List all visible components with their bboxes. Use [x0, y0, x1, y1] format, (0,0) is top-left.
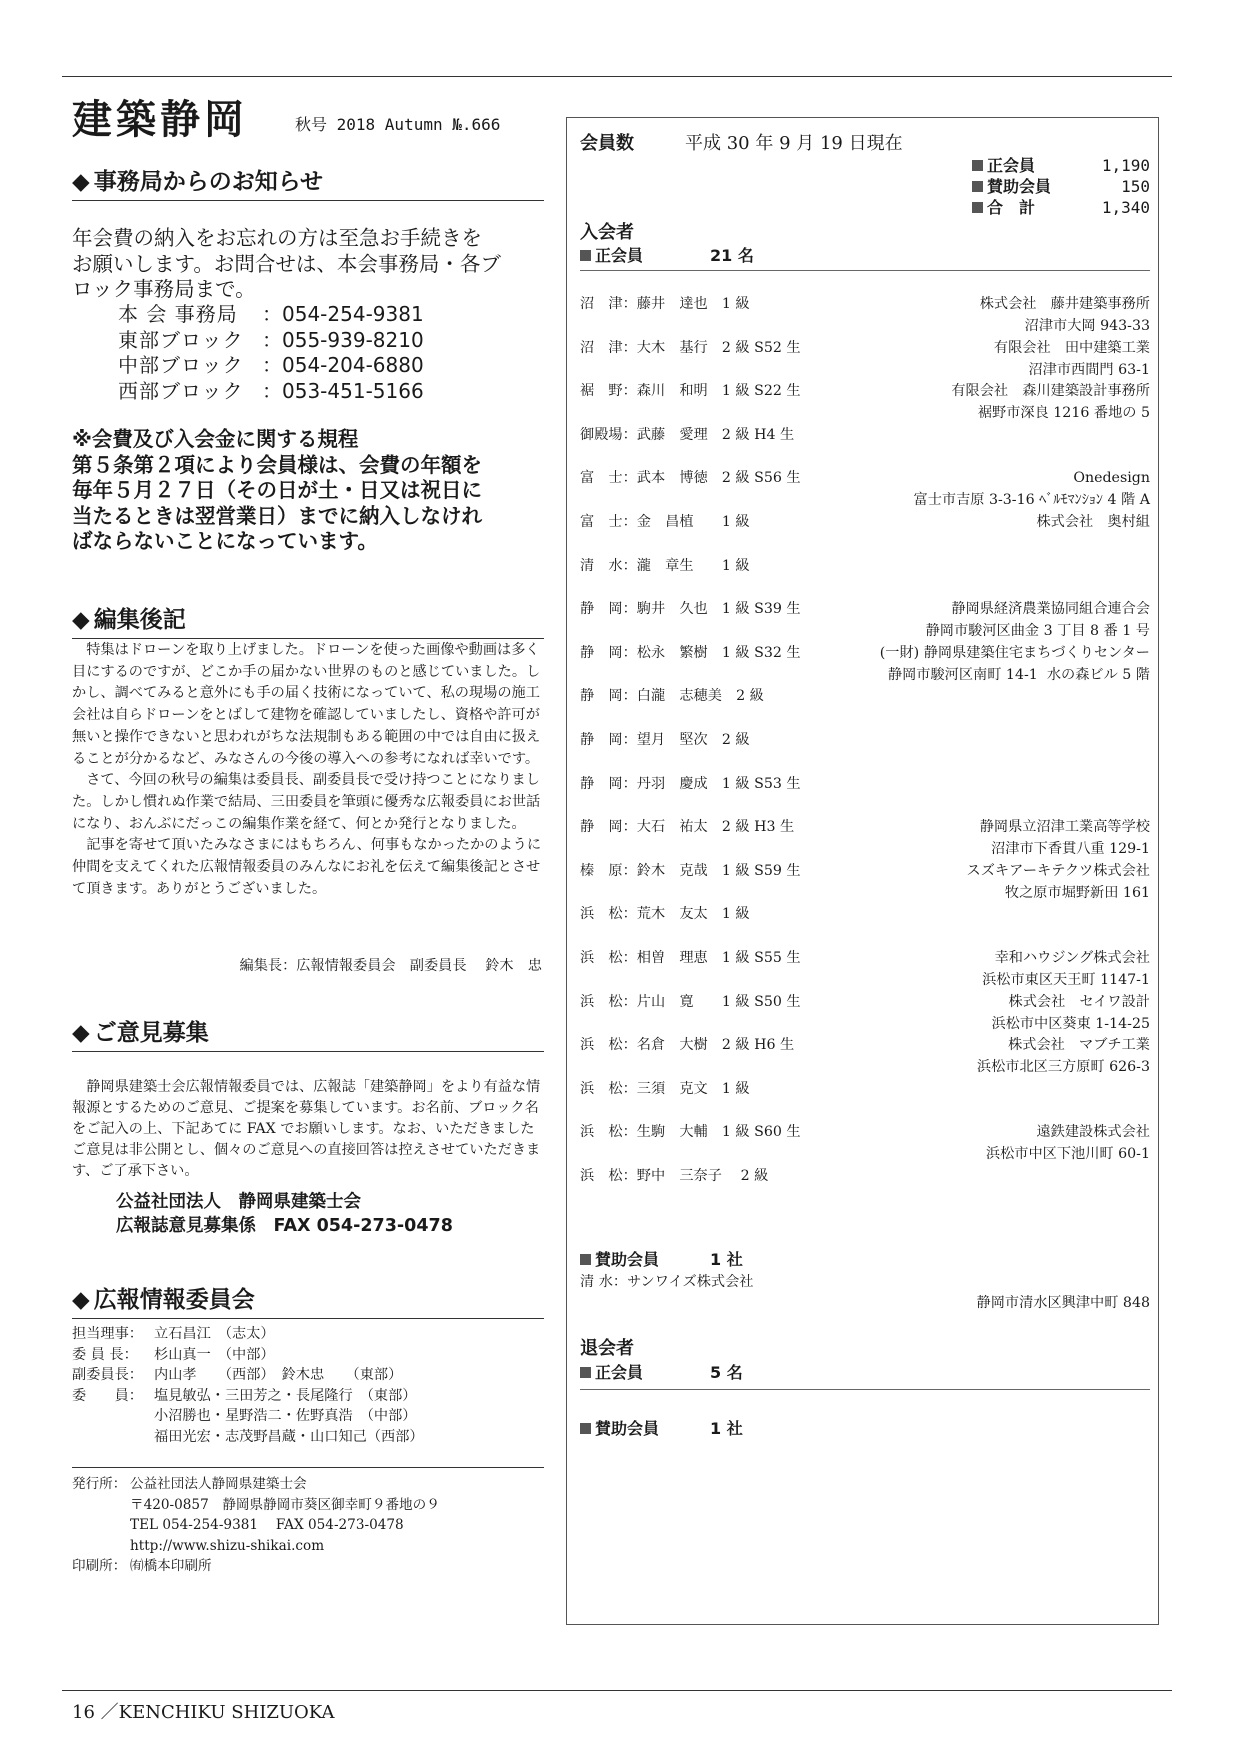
committee-row [72, 1345, 424, 1366]
publisher-value: 公益社団法人静岡県建築士会 [130, 1476, 307, 1492]
total-row [972, 156, 1150, 176]
total-label: 正会員 [987, 156, 1036, 175]
left-rule [580, 1389, 1150, 1390]
editorial-paragraph: 特集はドローンを取り上げました。ドローンを使った画像や動画は多く目にするのですが、どこか手の届かない世界のものと感じていました。しかし、調べてみると意外にも手の届く技術になっていて、私の現場の施工会社は自らドローンをとばして建物を確認していましたし、資格や許可が無いと操作できないと思われがちな法規制もある範囲の中では自由に扱えることが分かるなど、みなさんの今後の導入への参考になれば幸いです。 [72, 642, 541, 767]
opinion-org: 公益社団法人 静岡県建築士会 [116, 1192, 361, 1212]
support-member-name: 清 水：サンワイズ株式会社 [580, 1274, 754, 1290]
member-address: 裾野市深良 1216 番地の 5 [977, 405, 1150, 422]
editorial-heading [72, 604, 544, 639]
opinion-body [72, 1077, 544, 1182]
regular-count: 21 名 [710, 246, 754, 265]
diamond-icon: ◆ [72, 1287, 90, 1313]
opinion-fax: 広報誌意見募集係 FAX 054-273-0478 [116, 1216, 453, 1236]
member-name: 浜 松：三須 克文 1 級 [580, 1080, 750, 1097]
committee-role: 委 員： [72, 1387, 143, 1404]
member-name: 沼 津：藤井 達也 1 級 [580, 296, 750, 312]
member-name: 静 岡：駒井 久也 1 級 S39 生 [580, 601, 801, 618]
total-row [972, 198, 1150, 218]
member-name: 富 士：金 昌植 1 級 [580, 514, 750, 530]
publisher-key: 印刷所： [72, 1558, 127, 1574]
joined-heading: 入会者 [580, 222, 634, 243]
member-affiliation: スズキアーキテクツ株式会社 [966, 862, 1150, 879]
diamond-icon: ◆ [72, 607, 90, 633]
committee-row [72, 1324, 424, 1345]
notice-line: お願いします。お問合せは、本会事務局・各ブ [72, 251, 501, 276]
publisher-key [72, 1536, 130, 1557]
committee-row [72, 1365, 424, 1386]
committee-role [72, 1427, 154, 1448]
committee-names: 内山孝 （西部） 鈴木忠 （東部） [154, 1367, 403, 1383]
committee-role: 担当理事： [72, 1326, 143, 1342]
publisher-value: ㈲橋本印刷所 [130, 1558, 212, 1574]
committee-role [72, 1406, 154, 1427]
committee-names: 小沼勝也・星野浩二・佐野真浩 （中部） [154, 1408, 417, 1424]
contact-phone: 054-204-6880 [282, 353, 424, 377]
colon: ： [262, 353, 282, 377]
editorial-heading-text: 編集後記 [93, 607, 186, 633]
colon: ： [262, 302, 282, 326]
member-address: 浜松市東区天王町 1147-1 [982, 972, 1150, 988]
editorial-signature: 編集長：広報情報委員会 副委員長 鈴木 忠 [239, 958, 542, 974]
member-name: 裾 野：森川 和明 1 級 S22 生 [580, 383, 801, 400]
contact-label: 中部ブロック [118, 353, 244, 377]
contact-row [118, 302, 424, 328]
member-address: 沼津市大岡 943-33 [1024, 318, 1150, 334]
member-name: 浜 松：荒木 友太 1 級 [580, 906, 750, 923]
publisher-key: 発行所： [72, 1476, 127, 1492]
committee-names: 塩見敏弘・三田芳之・長尾隆行 （東部） [154, 1387, 417, 1404]
member-affiliation: Onedesign [1073, 470, 1150, 487]
notice-line: 年会費の納入をお忘れの方は至急お手続きを [72, 226, 482, 250]
joined-rule [580, 270, 1150, 271]
member-affiliation: 遠鉄建設株式会社 [1036, 1124, 1150, 1141]
member-affiliation: 幸和ハウジング株式会社 [994, 950, 1150, 966]
notice-heading [72, 166, 544, 201]
diamond-icon: ◆ [72, 169, 90, 195]
opinion-paragraph: 静岡県建築士会広報情報委員では、広報誌「建築静岡」をより有益な情報源とするためのご意見、ご提案を募集しています。お名前、ブロック名をご記入の上、下記あてに FAX でお願いします。なお、いただきましたご意見は非公開とし、個々のご意見への直接回答は控えさせていただきます、ご了承下さい。 [72, 1079, 541, 1179]
member-name: 浜 松：生駒 大輔 1 級 S60 生 [580, 1124, 801, 1141]
member-address: 静岡市駿河区曲金 3 丁目 8 番 1 号 [925, 623, 1150, 640]
member-address: 浜松市中区下池川町 60-1 [985, 1146, 1150, 1163]
rule-line: 毎年５月２７日（その日が土・日又は祝日に [72, 478, 482, 502]
notice-line: ロック事務局まで。 [72, 277, 256, 301]
notice-text [72, 226, 544, 303]
square-icon [972, 202, 983, 213]
contact-phone: 055-939-8210 [282, 327, 424, 352]
diamond-icon: ◆ [72, 1020, 90, 1046]
member-name: 静 岡：望月 堅次 2 級 [580, 732, 750, 748]
contact-label: 東部ブロック [118, 327, 244, 352]
publisher-row [72, 1515, 440, 1536]
total-value: 1,190 [1101, 156, 1150, 175]
support-label-text: 賛助会員 [595, 1419, 660, 1438]
member-name: 静 岡：丹羽 慶成 1 級 S53 生 [580, 775, 801, 792]
left-regular-count: 5 名 [710, 1363, 743, 1382]
square-icon [580, 1423, 591, 1434]
member-name: 静 岡：白瀧 志穂美 2 級 [580, 688, 764, 705]
regular-label-text: 正会員 [595, 1363, 644, 1382]
member-affiliation: 株式会社 マブチ工業 [1008, 1037, 1150, 1054]
committee-list [72, 1324, 424, 1447]
committee-heading-text: 広報情報委員会 [93, 1287, 255, 1313]
committee-row [72, 1386, 424, 1407]
square-icon [580, 1254, 591, 1265]
committee-role: 委 員 長： [72, 1346, 138, 1363]
committee-names: 福田光宏・志茂野昌蔵・山口知己（西部） [154, 1428, 424, 1445]
publisher-info [72, 1474, 440, 1577]
support-label [580, 1249, 743, 1271]
top-rule [62, 76, 1172, 77]
publisher-row [72, 1536, 440, 1557]
member-name: 清 水：瀧 章生 1 級 [580, 557, 750, 574]
support-count: 1 社 [710, 1250, 743, 1269]
contact-row [118, 379, 424, 405]
left-support-count: 1 社 [710, 1419, 743, 1438]
contact-row [118, 328, 424, 354]
publisher-key [72, 1495, 130, 1516]
regular-label-text: 正会員 [595, 246, 644, 265]
committee-row [72, 1406, 424, 1427]
support-label-text: 賛助会員 [595, 1250, 660, 1269]
total-label: 合 計 [987, 198, 1036, 217]
colon: ： [262, 378, 282, 403]
footer-rule [62, 1690, 1172, 1691]
member-address: 静岡市駿河区南町 14-1 水の森ビル 5 階 [887, 666, 1150, 683]
notice-heading-text: 事務局からのお知らせ [93, 169, 324, 195]
publisher-row [72, 1495, 440, 1516]
total-row [972, 177, 1150, 197]
member-name: 浜 松：名倉 大樹 2 級 H6 生 [580, 1037, 795, 1054]
member-affiliation: 株式会社 奥村組 [1036, 514, 1150, 530]
committee-heading [72, 1284, 544, 1319]
square-icon [972, 160, 983, 171]
publisher-value: http://www.shizu-shikai.com [130, 1537, 325, 1554]
left-regular-label [580, 1362, 743, 1384]
member-name: 浜 松：片山 寛 1 級 S50 生 [580, 993, 801, 1010]
square-icon [972, 181, 983, 192]
rule-line: ※会費及び入会金に関する規程 [72, 427, 359, 451]
member-name: 沼 津：大木 基行 2 級 S52 生 [580, 339, 801, 356]
masthead-title: 建築静岡 [72, 96, 248, 143]
committee-names: 杉山真一 （中部） [154, 1346, 275, 1363]
member-name: 静 岡：大石 祐太 2 級 H3 生 [580, 819, 795, 836]
editorial-body [72, 640, 544, 900]
fee-rules [72, 427, 544, 555]
editorial-paragraph: 記事を寄せて頂いたみなさまにはもちろん、何事もなかったかのように仲間を支えてくれた広報情報委員のみんなにお礼を伝えて編集後記とさせて頂きます。ありがとうございました。 [72, 837, 542, 897]
member-affiliation: 静岡県経済農業協同組合連合会 [951, 601, 1150, 618]
opinion-address [116, 1190, 453, 1238]
member-address: 富士市吉原 3-3-16 ﾍﾞﾙﾓﾏﾝｼｮﾝ 4 階 A [913, 492, 1150, 509]
editorial-paragraph: さて、今回の秋号の編集は委員長、副委員長で受け持つことになりました。しかし慣れぬ作業で結局、三田委員を筆頭に優秀な広報委員にお世話になり、おんぶにだっこの編集作業を経て、何とか発行となりました。 [72, 772, 541, 832]
publisher-row [72, 1474, 440, 1495]
publisher-row [72, 1556, 440, 1577]
member-affiliation: 静岡県立沼津工業高等学校 [979, 819, 1150, 836]
publisher-rule [72, 1467, 544, 1468]
member-address: 牧之原市堀野新田 161 [1004, 884, 1150, 901]
member-affiliation: 株式会社 藤井建築事務所 [979, 296, 1150, 312]
membership-date: 平成 30 年 9 月 19 日現在 [685, 133, 903, 154]
member-name: 榛 原：鈴木 克哉 1 級 S59 生 [580, 862, 801, 879]
issue-label: 秋号 2018 Autumn №.666 [295, 115, 501, 134]
publisher-value: 〒420-0857 静岡県静岡市葵区御幸町９番地の９ [130, 1496, 440, 1513]
member-address: 浜松市中区葵東 1-14-25 [991, 1015, 1150, 1032]
committee-row [72, 1427, 424, 1448]
support-member-address: 静岡市清水区興津中町 848 [976, 1295, 1150, 1311]
member-name: 浜 松：野中 三奈子 2 級 [580, 1168, 769, 1184]
committee-role: 副委員長： [72, 1367, 143, 1383]
contact-label: 西部ブロック [118, 378, 244, 403]
total-label: 賛助会員 [987, 177, 1052, 196]
member-affiliation: (一財) 静岡県建築住宅まちづくりセンター [879, 644, 1150, 661]
left-support-label [580, 1418, 743, 1440]
member-name: 富 士：武本 博徳 2 級 S56 生 [580, 470, 801, 487]
opinion-heading-text: ご意見募集 [93, 1020, 209, 1046]
committee-names: 立石昌江 （志太） [154, 1326, 275, 1342]
contact-label: 本 会 事務局 [118, 302, 238, 326]
rule-line: 当たるときは翌営業日）までに納入しなけれ [72, 503, 482, 528]
member-address: 沼津市下香貫八重 129-1 [991, 841, 1150, 858]
member-name: 浜 松：相曽 理恵 1 級 S55 生 [580, 950, 801, 966]
member-affiliation: 株式会社 セイワ設計 [1008, 993, 1150, 1010]
rule-line: ばならないことになっています。 [72, 529, 378, 553]
contact-phone: 054-254-9381 [282, 302, 424, 326]
page-footer: 16 ／KENCHIKU SHIZUOKA [72, 1702, 335, 1723]
opinion-heading [72, 1017, 544, 1052]
member-address: 浜松市北区三方原町 626-3 [976, 1059, 1150, 1076]
publisher-key [72, 1515, 130, 1536]
member-name: 静 岡：松永 繁樹 1 級 S32 生 [580, 644, 801, 661]
member-name: 御殿場：武藤 愛理 2 級 H4 生 [580, 426, 795, 443]
member-address: 沼津市西間門 63-1 [1028, 361, 1150, 378]
total-value: 1,340 [1101, 198, 1150, 217]
contact-list [118, 302, 424, 404]
contact-row [118, 353, 424, 379]
contact-phone: 053-451-5166 [282, 378, 424, 403]
member-affiliation: 有限会社 森川建築設計事務所 [951, 383, 1150, 400]
left-heading: 退会者 [580, 1338, 634, 1359]
square-icon [580, 250, 591, 261]
publisher-value: TEL 054-254-9381 FAX 054-273-0478 [130, 1517, 404, 1533]
rule-line: 第５条第２項により会員様は、会費の年額を [72, 452, 482, 477]
member-affiliation: 有限会社 田中建築工業 [993, 339, 1150, 356]
joined-regular-label [580, 245, 754, 267]
colon: ： [262, 327, 282, 352]
total-value: 150 [1121, 177, 1150, 196]
square-icon [580, 1367, 591, 1378]
membership-title: 会員数 [580, 133, 634, 154]
